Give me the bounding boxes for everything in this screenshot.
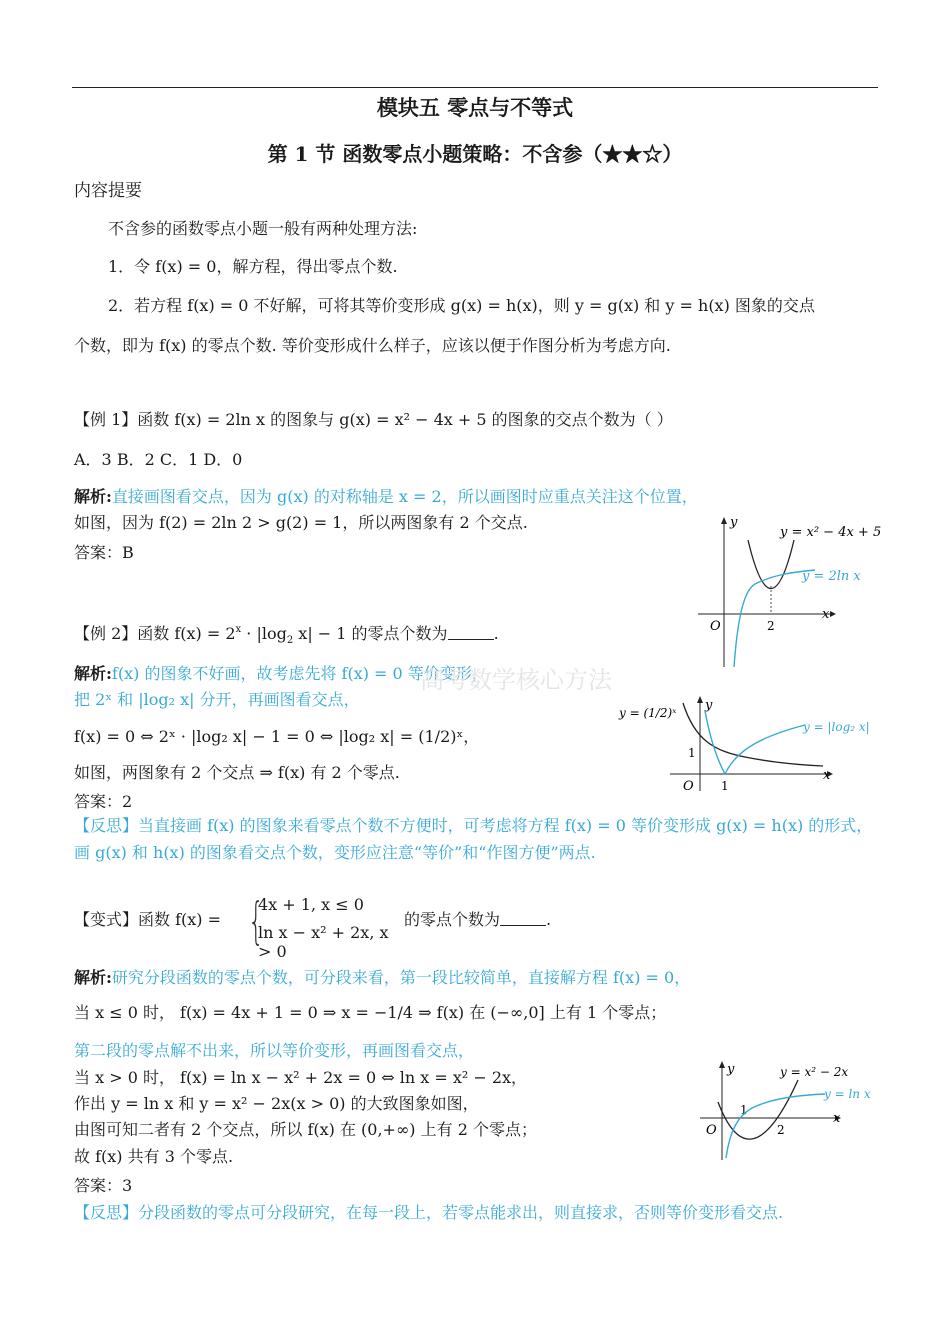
y-axis-label: y xyxy=(705,698,713,713)
tick-label-y: 1 xyxy=(688,746,696,760)
origin-label: O xyxy=(683,779,694,794)
variant-answer: 答案：3 xyxy=(74,1176,133,1195)
module-title: 模块五 零点与不等式 xyxy=(376,95,574,120)
quadratic-curve xyxy=(718,1080,798,1139)
tick-label-x: 1 xyxy=(721,779,729,793)
left-brace-icon: { xyxy=(248,892,264,950)
summary-method2-line2: 个数，即为 f(x) 的零点个数. 等价变形成什么样子，应该以便于作图分析为考虑方向. xyxy=(74,336,671,355)
question-sup: x xyxy=(235,624,242,635)
example2-analysis-line3: f(x) = 0 ⇔ 2ˣ · |log₂ x| − 1 = 0 ⇔ |log₂ x| = (1/2)ˣ， xyxy=(74,727,480,746)
variant-analysis-line6: 由图可知二者有 2 个交点，所以 f(x) 在 (0,+∞) 上有 2 个零点； xyxy=(74,1120,537,1139)
example1-answer: 答案：B xyxy=(74,543,134,562)
question-part: · |log xyxy=(241,624,287,643)
example1-options: A．3 B．2 C．1 D．0 xyxy=(74,450,243,469)
tick-label-2: 2 xyxy=(767,619,775,633)
example2-reflection-line1 xyxy=(74,816,872,836)
question-part: 【例 2】函数 f(x) = 2 xyxy=(74,624,236,643)
analysis-label: 解析: xyxy=(74,487,112,506)
x-axis-label: x xyxy=(823,768,831,783)
origin-label: O xyxy=(710,619,721,634)
analysis-text: 研究分段函数的零点个数，可分段来看，第一段比较简单，直接解方程 f(x) = 0， xyxy=(111,968,691,987)
top-rule xyxy=(72,87,878,88)
reflection-text: 分段函数的零点可分段研究，在每一段上，若零点能求出，则直接求，否则等价变形看交点. xyxy=(138,1203,784,1222)
example2-analysis-line4: 如图，两图象有 2 个交点 ⇒ f(x) 有 2 个零点. xyxy=(74,763,400,782)
watermark-text: 高考数学核心方法 xyxy=(420,666,612,694)
example2-answer: 答案：2 xyxy=(74,792,133,811)
example1-analysis-line1 xyxy=(74,487,698,507)
variant-suffix xyxy=(404,910,551,930)
analysis-label: 解析: xyxy=(74,968,112,987)
reflection-text: 当直接画 f(x) 的图象来看零点个数不方便时，可考虑将方程 f(x) = 0 等价变形成 g(x) = h(x) 的形式， xyxy=(138,816,873,835)
answer-blank xyxy=(500,911,546,926)
x-arrow-icon xyxy=(830,611,836,617)
variant-graph xyxy=(690,1058,880,1163)
variant-analysis-line7: 故 f(x) 共有 3 个零点. xyxy=(74,1147,234,1166)
tick-label-x: 2 xyxy=(777,1123,785,1137)
tick-label-y: 1 xyxy=(740,1103,748,1117)
ln-label: y = ln x xyxy=(824,1087,871,1101)
example1-question: 【例 1】函数 f(x) = 2ln x 的图象与 g(x) = x² − 4x + 5 的图象的交点个数为（ ） xyxy=(74,410,673,429)
analysis-text: f(x) 的图象不好画，故考虑先将 f(x) = 0 等价变形， xyxy=(111,664,488,683)
x-axis-label: x xyxy=(822,607,830,622)
y-axis-label: y xyxy=(730,515,738,530)
example2-analysis-line2: 把 2ˣ 和 |log₂ x| 分开，再画图看交点， xyxy=(74,690,360,709)
quadratic-label: y = x² − 2x xyxy=(780,1065,849,1079)
y-arrow-icon xyxy=(719,1061,725,1068)
example2-reflection-line2: 画 g(x) 和 h(x) 的图象看交点个数，变形应注意“等价”和“作图方便”两点. xyxy=(74,843,596,862)
log-label: y = 2ln x xyxy=(802,569,861,584)
origin-label: O xyxy=(706,1123,717,1138)
reflection-label: 【反思】 xyxy=(74,816,139,835)
answer-blank xyxy=(448,625,494,640)
analysis-label: 解析: xyxy=(74,664,112,683)
summary-method2-line1: 2．若方程 f(x) = 0 不好解，可将其等价变形成 g(x) = h(x)，则 y = g(x) 和 y = h(x) 图象的交点 xyxy=(108,296,815,315)
suffix-text: 的零点个数为 xyxy=(404,910,501,929)
y-arrow-icon xyxy=(697,696,703,703)
example2-question xyxy=(74,620,499,651)
parabola-curve xyxy=(748,540,794,589)
exp-label: y = (1/2)ˣ xyxy=(619,706,677,720)
case-1: 4x + 1, x ≤ 0 xyxy=(258,895,364,914)
variant-analysis-line5: 作出 y = ln x 和 y = x² − 2x(x > 0) 的大致图象如图， xyxy=(74,1094,479,1113)
question-part: x| − 1 的零点个数为 xyxy=(293,624,448,643)
y-axis-label: y xyxy=(727,1062,735,1077)
variant-reflection xyxy=(74,1203,783,1223)
piecewise-cases xyxy=(248,892,403,961)
summary-heading: 内容提要 xyxy=(74,181,142,201)
question-sub: 2 xyxy=(286,635,294,646)
parabola-label: y = x² − 4x + 5 xyxy=(780,525,882,540)
suffix-end: . xyxy=(546,910,552,929)
exp-curve xyxy=(683,703,823,766)
y-arrow-icon xyxy=(721,517,727,524)
analysis-text: 直接画图看交点，因为 g(x) 的对称轴是 x = 2，所以画图时应重点关注这个位置， xyxy=(111,487,698,506)
summary-method1: 1．令 f(x) = 0，解方程，得出零点个数. xyxy=(108,257,398,276)
question-end: . xyxy=(493,624,499,643)
abslog-curve xyxy=(705,711,805,774)
example1-analysis-line2: 如图，因为 f(2) = 2ln 2 > g(2) = 1，所以两图象有 2 个交点. xyxy=(74,513,528,532)
variant-prefix: 【变式】函数 f(x) = xyxy=(74,910,222,929)
variant-analysis-line1 xyxy=(74,968,690,988)
example1-graph xyxy=(690,512,880,672)
variant-analysis-line2: 当 x ≤ 0 时， f(x) = 4x + 1 = 0 ⇒ x = −1/4 ⇒ f(x) 在 (−∞,0] 上有 1 个零点； xyxy=(74,1003,667,1022)
summary-intro: 不含参的函数零点小题一般有两种处理方法: xyxy=(108,219,418,238)
example2-graph xyxy=(615,693,880,793)
variant-analysis-line4: 当 x > 0 时， f(x) = ln x − x² + 2x = 0 ⇔ ln x = x² − 2x， xyxy=(74,1068,528,1087)
x-axis-label: x xyxy=(833,1111,841,1126)
abslog-label: y = |log₂ x| xyxy=(803,720,870,734)
variant-analysis-line3: 第二段的零点解不出来，所以等价变形，再画图看交点， xyxy=(74,1041,475,1060)
reflection-label: 【反思】 xyxy=(74,1203,139,1222)
case-2: ln x − x² + 2x, x > 0 xyxy=(258,923,389,961)
section-title: 第 1 节 函数零点小题策略：不含参（★★☆） xyxy=(267,142,683,166)
